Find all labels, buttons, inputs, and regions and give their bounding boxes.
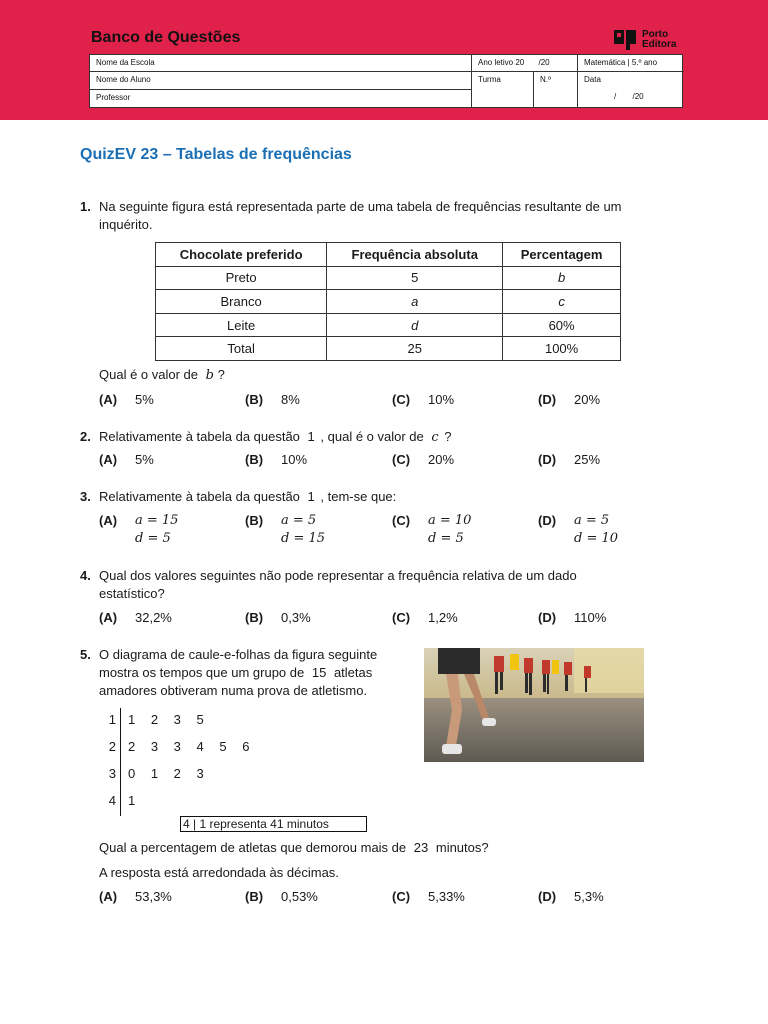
- date-field[interactable]: [578, 72, 684, 108]
- option-value: 10%: [281, 452, 308, 467]
- table-cell: 100%: [503, 337, 621, 361]
- question-number: 1.: [80, 199, 91, 214]
- number-field[interactable]: N.º: [534, 72, 578, 108]
- table-cell: 60%: [503, 313, 621, 337]
- number: 15: [311, 665, 327, 680]
- prompt-text: Qual a percentagem de atletas que demorou mais de: [99, 840, 407, 855]
- quiz-title: QuizEV 23 – Tabelas de frequências: [80, 146, 352, 163]
- ref: 1: [307, 429, 315, 444]
- option-value: 25%: [574, 452, 601, 467]
- question-number: 4.: [80, 568, 91, 583]
- option-value: 53,3%: [135, 889, 172, 904]
- stem-leaf-key: 4 | 1 representa 41 minutos: [180, 816, 367, 832]
- question-number: 2.: [80, 429, 91, 444]
- year-label: Ano letivo 20: [478, 58, 525, 67]
- school-field[interactable]: Nome da Escola: [90, 55, 472, 72]
- question-3-options: [99, 513, 659, 553]
- prompt-variable: b: [205, 368, 214, 383]
- option-value: a = 15: [135, 513, 179, 528]
- table-cell: c: [503, 290, 621, 314]
- leaves: 0 1 2 3: [128, 766, 204, 781]
- option-value: 32,2%: [135, 610, 172, 625]
- stem-divider: [120, 708, 121, 816]
- ref: 1: [307, 489, 315, 504]
- text: ?: [444, 429, 452, 444]
- option-label: (B): [245, 392, 264, 407]
- prompt-end: ?: [217, 367, 225, 382]
- option-value: 5%: [135, 392, 154, 407]
- option-label: (D): [538, 513, 557, 528]
- option-label: (C): [392, 610, 411, 625]
- option-label: (B): [245, 513, 264, 528]
- class-field[interactable]: Turma: [472, 72, 534, 108]
- stem: 2: [108, 739, 116, 754]
- table-cell: 5: [327, 266, 503, 290]
- table-cell: Leite: [156, 313, 327, 337]
- text: , tem-se que:: [320, 489, 397, 504]
- table-row: [156, 337, 621, 361]
- option-label: (D): [538, 610, 557, 625]
- publisher-logo: [614, 30, 676, 50]
- logo-icon: [614, 30, 638, 50]
- option-value: d = 10: [574, 531, 619, 546]
- option-label: (D): [538, 452, 557, 467]
- school-year-field[interactable]: [472, 55, 578, 72]
- option-label: (C): [392, 452, 411, 467]
- option-label: (D): [538, 392, 557, 407]
- logo-line2: Editora: [642, 39, 677, 50]
- stem: 4: [108, 793, 116, 808]
- option-value: 8%: [281, 392, 300, 407]
- question-text-line: O diagrama de caule-e-folhas da figura seguinte: [99, 647, 378, 662]
- text: Relativamente à tabela da questão: [99, 429, 300, 444]
- leaves: 2 3 3 4 5 6: [128, 739, 250, 754]
- question-5-note: A resposta está arredondada às décimas.: [99, 865, 339, 880]
- table-cell: a: [327, 290, 503, 314]
- question-2-options: [99, 452, 659, 492]
- date-label: Data: [584, 75, 601, 84]
- logo-line1: Porto: [642, 29, 669, 40]
- option-value: d = 5: [428, 531, 464, 546]
- question-number: 3.: [80, 489, 91, 504]
- option-label: (D): [538, 889, 557, 904]
- question-text-line: [99, 664, 377, 682]
- text: mostra os tempos que um grupo de: [99, 665, 305, 680]
- stem: 3: [108, 766, 116, 781]
- question-text: [99, 428, 452, 447]
- table-cell: Branco: [156, 290, 327, 314]
- header-title: Banco de Questões: [91, 29, 241, 46]
- option-label: (C): [392, 392, 411, 407]
- option-label: (A): [99, 392, 118, 407]
- option-value: 5,33%: [428, 889, 465, 904]
- table-cell: b: [503, 266, 621, 290]
- option-label: (A): [99, 889, 118, 904]
- table-row: [156, 266, 621, 290]
- leaves: 1 2 3 5: [128, 712, 204, 727]
- student-info-table: [89, 54, 683, 108]
- question-text: [99, 198, 622, 234]
- table-cell: d: [327, 313, 503, 337]
- question-text: [99, 488, 396, 506]
- option-value: d = 5: [135, 531, 171, 546]
- subject-label: Matemática | 5.º ano: [578, 55, 684, 72]
- text: atletas: [333, 665, 373, 680]
- leaves: 1: [128, 793, 136, 808]
- question-5-prompt: [99, 839, 489, 857]
- table-cell: Preto: [156, 266, 327, 290]
- student-name-field[interactable]: Nome do Aluno: [90, 72, 472, 90]
- question-text-line: Na seguinte figura está representada parte de uma tabela de frequências resultante de um: [99, 199, 622, 214]
- option-label: (A): [99, 610, 118, 625]
- text: , qual é o valor de: [320, 429, 424, 444]
- option-value: 10%: [428, 392, 455, 407]
- prompt-text: minutos?: [435, 840, 489, 855]
- variable: c: [431, 430, 439, 445]
- option-label: (A): [99, 513, 118, 528]
- option-value: a = 5: [281, 513, 317, 528]
- prompt-number: 23: [413, 840, 429, 855]
- runners-photo: [424, 648, 644, 762]
- teacher-field[interactable]: Professor: [90, 90, 472, 108]
- option-value: 1,2%: [428, 610, 458, 625]
- question-text-line: amadores obtiveram numa prova de atletismo.: [99, 683, 368, 698]
- table-header: Chocolate preferido: [156, 243, 327, 267]
- question-text-line: inquérito.: [99, 217, 153, 232]
- year-sep: /20: [538, 58, 550, 67]
- question-text-line: estatístico?: [99, 586, 165, 601]
- option-value: d = 15: [281, 531, 326, 546]
- option-label: (B): [245, 452, 264, 467]
- option-value: 5,3%: [574, 889, 604, 904]
- question-number: 5.: [80, 647, 91, 662]
- table-header: Percentagem: [503, 243, 621, 267]
- question-text-line: Qual dos valores seguintes não pode representar a frequência relativa de um dado: [99, 568, 577, 583]
- question-1-options: [99, 392, 659, 432]
- table-header: Frequência absoluta: [327, 243, 503, 267]
- date-year: /20: [632, 92, 644, 101]
- option-label: (B): [245, 610, 264, 625]
- option-value: 20%: [428, 452, 455, 467]
- question-5-options: [99, 889, 659, 929]
- question-text: [99, 567, 577, 603]
- option-label: (C): [392, 513, 411, 528]
- option-value: a = 10: [428, 513, 472, 528]
- option-value: a = 5: [574, 513, 610, 528]
- table-row: [156, 313, 621, 337]
- table-row: [156, 290, 621, 314]
- stem: 1: [108, 712, 116, 727]
- frequency-table: [155, 242, 621, 361]
- text: Relativamente à tabela da questão: [99, 489, 300, 504]
- question-text: [99, 646, 377, 700]
- option-label: (C): [392, 889, 411, 904]
- option-label: (B): [245, 889, 264, 904]
- question-1-prompt: [99, 366, 225, 385]
- option-value: 20%: [574, 392, 601, 407]
- table-cell: 25: [327, 337, 503, 361]
- option-value: 0,53%: [281, 889, 318, 904]
- option-value: 110%: [574, 610, 607, 625]
- question-4-options: [99, 610, 659, 650]
- option-value: 5%: [135, 452, 154, 467]
- date-sep: /: [614, 92, 617, 101]
- option-value: 0,3%: [281, 610, 311, 625]
- prompt-text: Qual é o valor de: [99, 367, 199, 382]
- table-cell: Total: [156, 337, 327, 361]
- option-label: (A): [99, 452, 118, 467]
